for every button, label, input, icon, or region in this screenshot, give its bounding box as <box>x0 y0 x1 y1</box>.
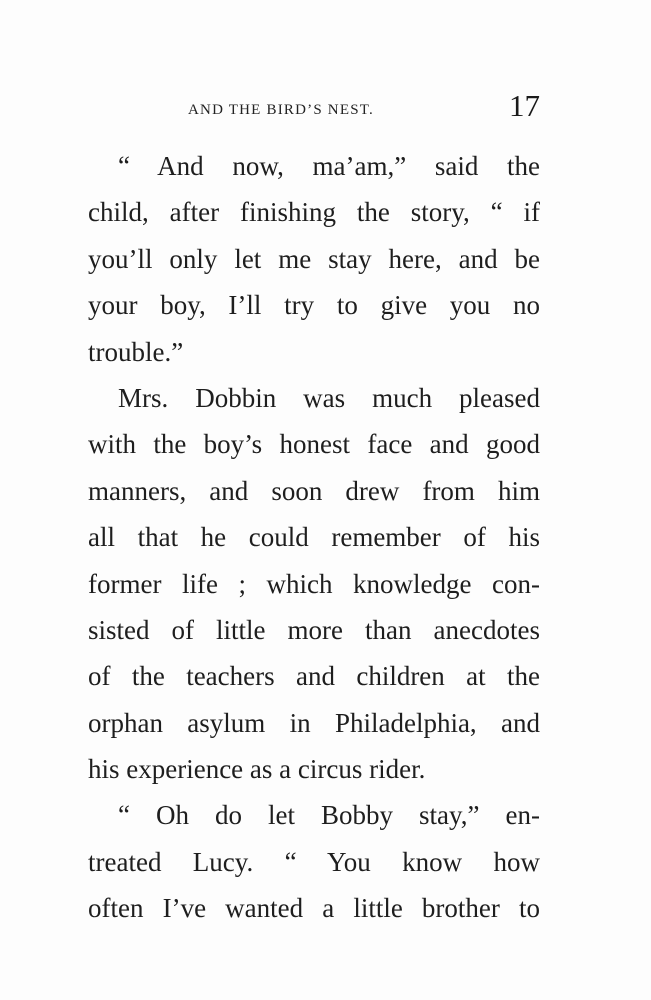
text-line: with the boy’s honest face and good <box>88 429 540 460</box>
text-line: sisted of little more than anecdotes <box>88 614 540 645</box>
text-line: Mrs. Dobbin was much pleased <box>118 382 540 413</box>
page-header <box>88 88 540 128</box>
text-line: “ And now, ma’am,” said the <box>118 151 540 181</box>
text-line: you’ll only let me stay here, and be <box>88 243 540 274</box>
text-line: “ Oh do let Bobby stay,” en- <box>118 800 540 831</box>
text-line: treated Lucy. “ You know how <box>88 846 540 877</box>
text-line: often I’ve wanted a little brother to <box>88 893 540 924</box>
text-line: former life ; which knowledge con- <box>88 568 540 599</box>
text-line: your boy, I’ll try to give you no <box>88 290 540 321</box>
text-line: his experience as a circus rider. <box>88 754 426 785</box>
text-line: manners, and soon drew from him <box>88 475 540 506</box>
text-line: child, after finishing the story, “ if <box>88 197 540 228</box>
text-line: all that he could remember of his <box>88 522 540 553</box>
text-line: of the teachers and children at the <box>88 661 540 692</box>
page-number: 17 <box>509 88 540 123</box>
text-line: orphan asylum in Philadelphia, and <box>88 707 540 738</box>
body-text <box>88 143 540 932</box>
text-line: trouble.” <box>88 336 184 367</box>
running-head: AND THE BIRD’S NEST. <box>188 102 374 118</box>
